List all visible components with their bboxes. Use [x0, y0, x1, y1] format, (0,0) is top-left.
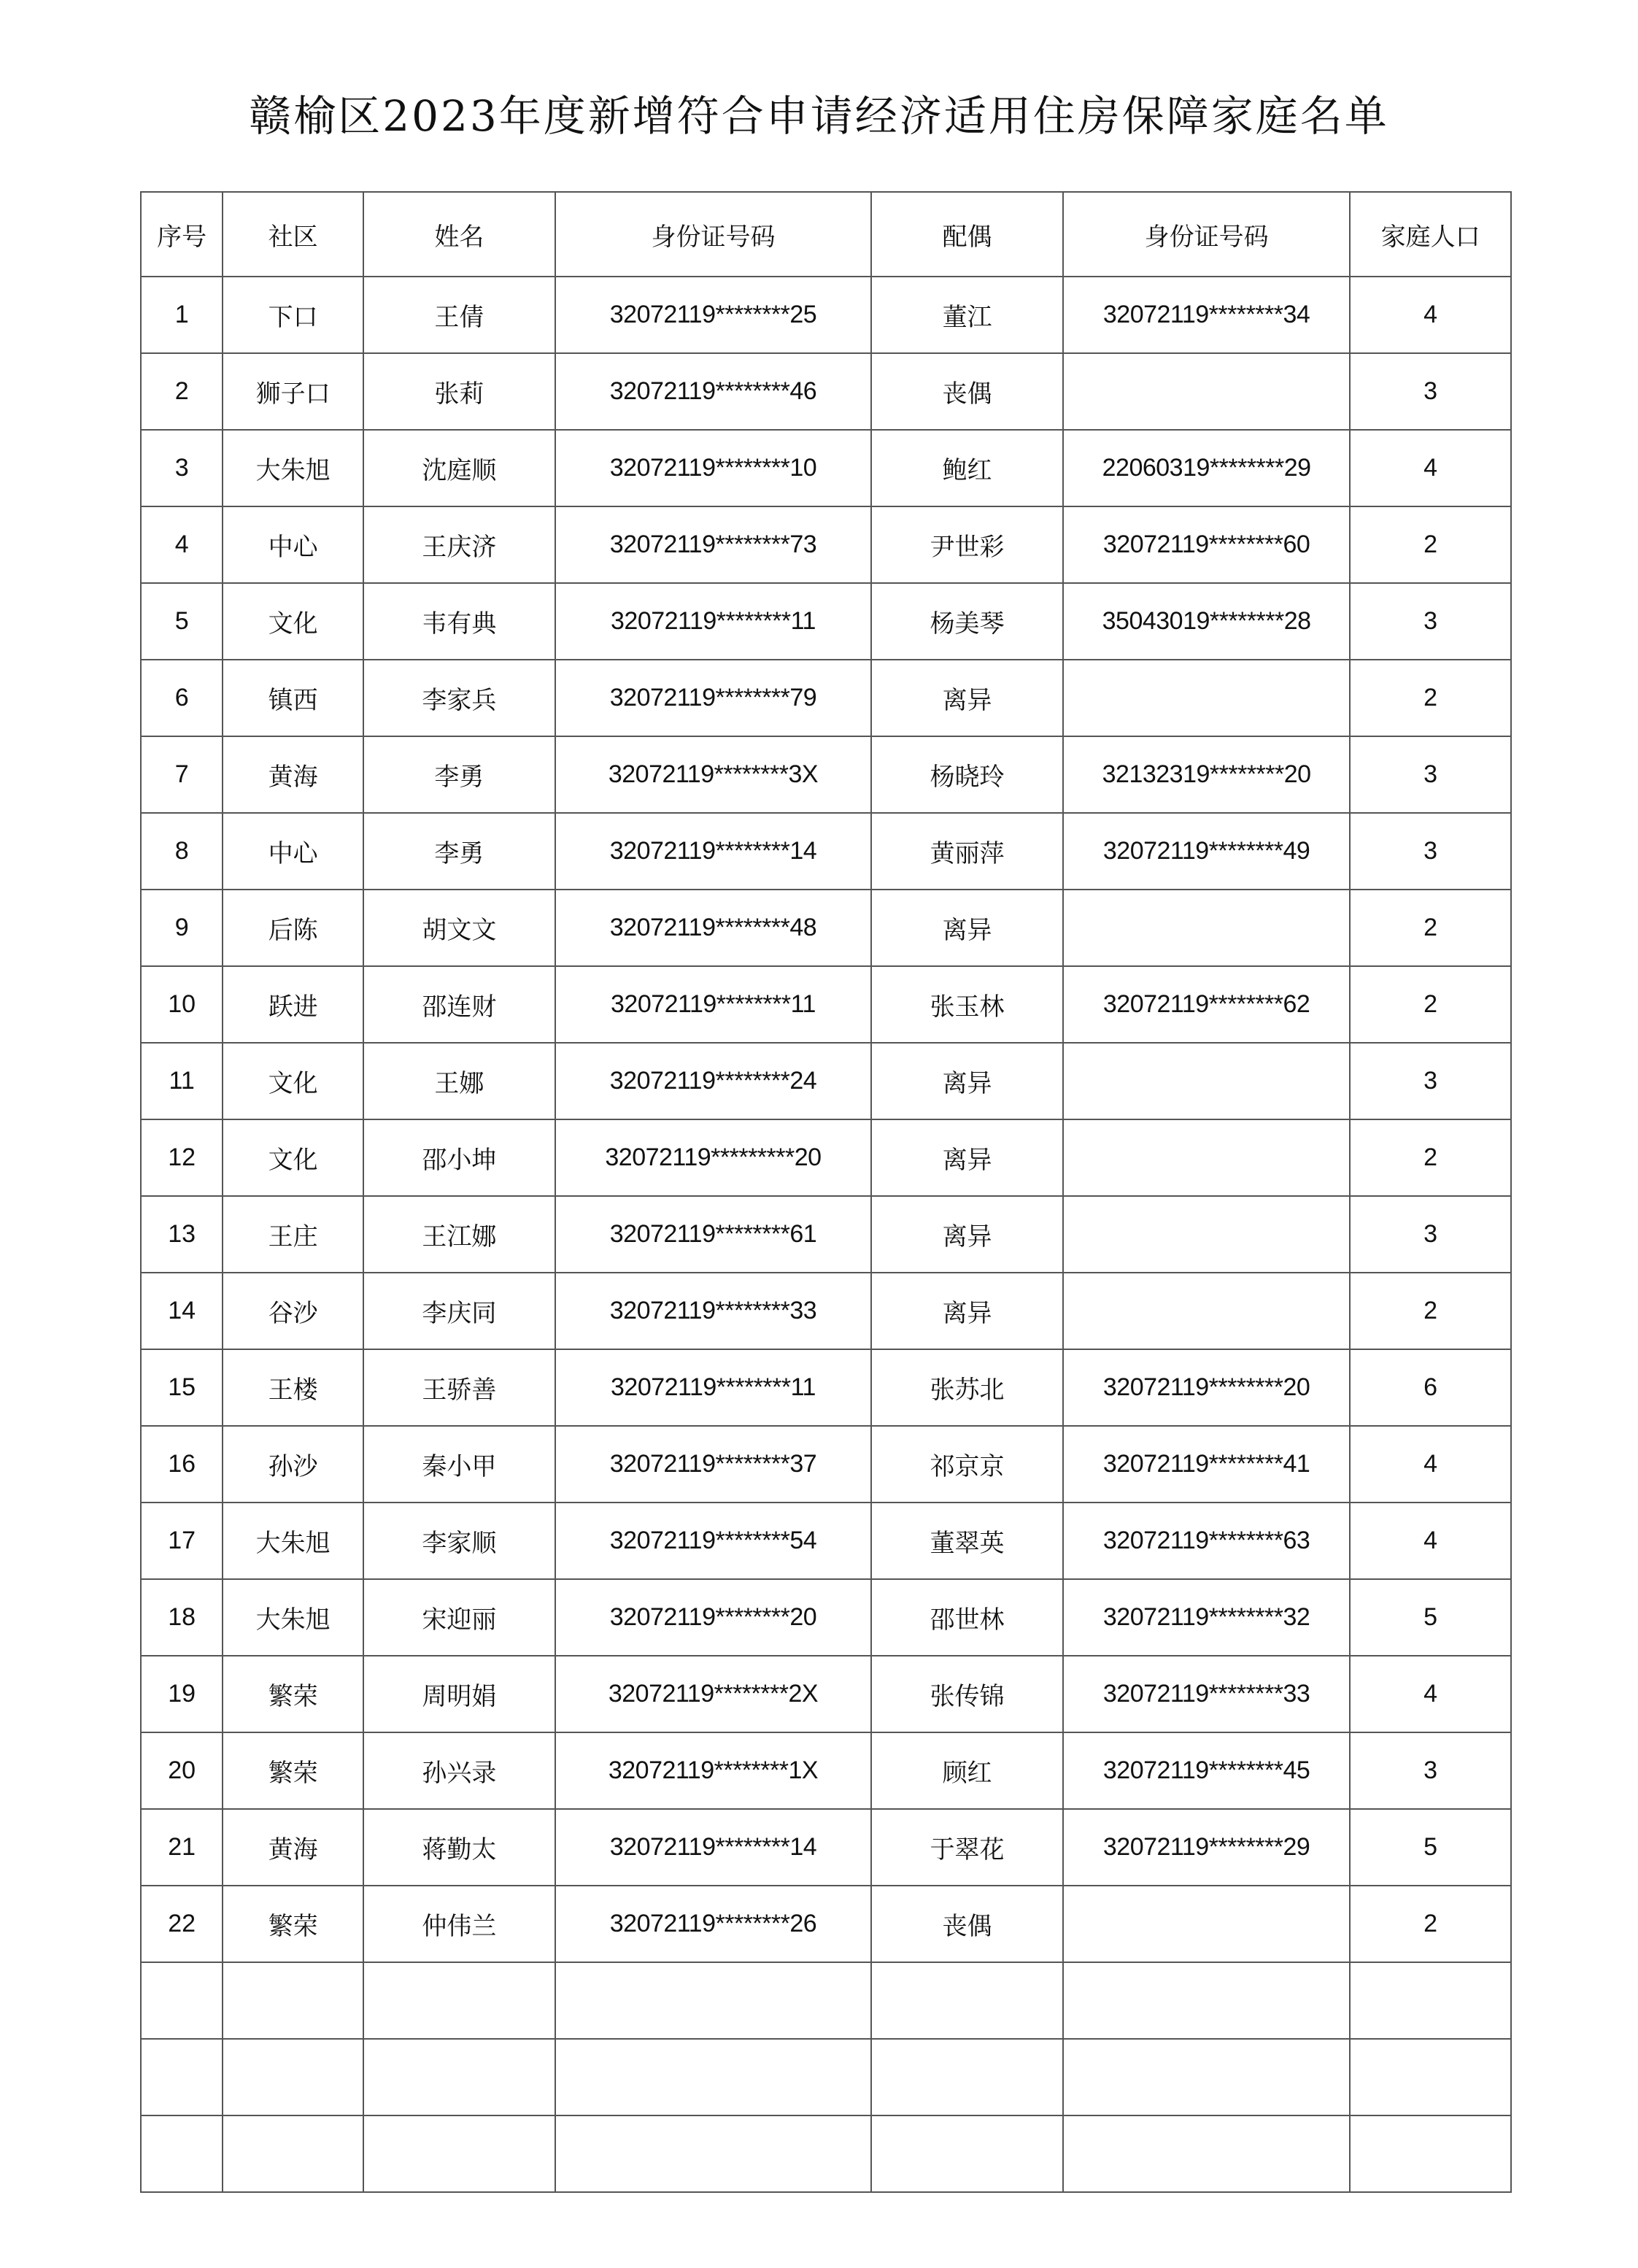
cell-serial-number: 6 [141, 660, 223, 736]
cell-household-size: 4 [1350, 430, 1511, 506]
empty-cell [555, 1962, 871, 2039]
cell-spouse-id-number: 32072119********49 [1063, 813, 1350, 890]
cell-spouse-id-number: 32072119********62 [1063, 966, 1350, 1043]
page-title: 赣榆区2023年度新增符合申请经济适用住房保障家庭名单 [249, 91, 1389, 141]
table-row [141, 1656, 1511, 1732]
cell-id-number: 32072119********54 [555, 1503, 871, 1579]
table-row [141, 1349, 1511, 1426]
empty-cell [223, 2115, 363, 2192]
cell-spouse-id-number [1063, 890, 1350, 966]
cell-household-size: 4 [1350, 277, 1511, 353]
empty-table-row [141, 2115, 1511, 2192]
cell-serial-number: 19 [141, 1656, 223, 1732]
cell-spouse: 张传锦 [871, 1656, 1063, 1732]
cell-spouse: 顾红 [871, 1732, 1063, 1809]
cell-household-size: 3 [1350, 583, 1511, 660]
cell-community: 狮子口 [223, 353, 363, 430]
table-row [141, 1579, 1511, 1656]
cell-name: 胡文文 [363, 890, 555, 966]
cell-spouse-id-number: 32072119********45 [1063, 1732, 1350, 1809]
cell-name: 王倩 [363, 277, 555, 353]
cell-serial-number: 9 [141, 890, 223, 966]
empty-cell [1350, 2115, 1511, 2192]
cell-id-number: 32072119********10 [555, 430, 871, 506]
cell-name: 邵小坤 [363, 1119, 555, 1196]
table-row [141, 1426, 1511, 1503]
cell-serial-number: 8 [141, 813, 223, 890]
cell-name: 王庆济 [363, 506, 555, 583]
cell-spouse: 黄丽萍 [871, 813, 1063, 890]
table-row [141, 1886, 1511, 1962]
table-row [141, 1273, 1511, 1349]
cell-household-size: 4 [1350, 1426, 1511, 1503]
cell-community: 黄海 [223, 736, 363, 813]
cell-serial-number: 5 [141, 583, 223, 660]
cell-spouse: 离异 [871, 890, 1063, 966]
cell-name: 王骄善 [363, 1349, 555, 1426]
cell-serial-number: 10 [141, 966, 223, 1043]
cell-id-number: 32072119********24 [555, 1043, 871, 1119]
cell-community: 后陈 [223, 890, 363, 966]
table-row [141, 506, 1511, 583]
cell-spouse-id-number [1063, 1043, 1350, 1119]
cell-spouse-id-number: 32132319********20 [1063, 736, 1350, 813]
table-row [141, 890, 1511, 966]
cell-household-size: 2 [1350, 890, 1511, 966]
empty-cell [141, 2039, 223, 2115]
cell-name: 李庆同 [363, 1273, 555, 1349]
cell-household-size: 3 [1350, 353, 1511, 430]
cell-spouse: 离异 [871, 660, 1063, 736]
cell-id-number: 32072119********11 [555, 1349, 871, 1426]
empty-cell [555, 2115, 871, 2192]
table-row [141, 353, 1511, 430]
cell-spouse: 丧偶 [871, 1886, 1063, 1962]
cell-spouse: 离异 [871, 1043, 1063, 1119]
cell-community: 王庄 [223, 1196, 363, 1273]
empty-cell [1063, 1962, 1350, 2039]
cell-spouse: 杨晓玲 [871, 736, 1063, 813]
cell-spouse-id-number: 32072119********29 [1063, 1809, 1350, 1886]
cell-community: 文化 [223, 583, 363, 660]
cell-spouse: 于翠花 [871, 1809, 1063, 1886]
table-row [141, 1043, 1511, 1119]
cell-serial-number: 21 [141, 1809, 223, 1886]
cell-serial-number: 22 [141, 1886, 223, 1962]
table-row [141, 430, 1511, 506]
empty-cell [141, 1962, 223, 2039]
cell-serial-number: 20 [141, 1732, 223, 1809]
table-row [141, 813, 1511, 890]
cell-name: 李家顺 [363, 1503, 555, 1579]
cell-name: 沈庭顺 [363, 430, 555, 506]
cell-household-size: 2 [1350, 966, 1511, 1043]
cell-id-number: 32072119********20 [555, 1579, 871, 1656]
cell-spouse-id-number [1063, 353, 1350, 430]
cell-name: 邵连财 [363, 966, 555, 1043]
cell-serial-number: 12 [141, 1119, 223, 1196]
table-body [141, 277, 1511, 2192]
cell-serial-number: 11 [141, 1043, 223, 1119]
empty-cell [1350, 2039, 1511, 2115]
cell-household-size: 2 [1350, 506, 1511, 583]
cell-spouse: 董江 [871, 277, 1063, 353]
cell-community: 大朱旭 [223, 1503, 363, 1579]
header-spouse-id-number: 身份证号码 [1063, 192, 1350, 277]
cell-spouse-id-number: 32072119********32 [1063, 1579, 1350, 1656]
cell-spouse: 张苏北 [871, 1349, 1063, 1426]
cell-household-size: 5 [1350, 1579, 1511, 1656]
empty-cell [555, 2039, 871, 2115]
cell-id-number: 32072119*********20 [555, 1119, 871, 1196]
cell-id-number: 32072119********14 [555, 813, 871, 890]
cell-id-number: 32072119********26 [555, 1886, 871, 1962]
cell-name: 李勇 [363, 813, 555, 890]
table-row [141, 1732, 1511, 1809]
cell-spouse: 离异 [871, 1119, 1063, 1196]
cell-community: 下口 [223, 277, 363, 353]
cell-household-size: 2 [1350, 660, 1511, 736]
cell-id-number: 32072119********33 [555, 1273, 871, 1349]
empty-table-row [141, 2039, 1511, 2115]
empty-cell [223, 2039, 363, 2115]
cell-spouse-id-number [1063, 1273, 1350, 1349]
cell-name: 孙兴录 [363, 1732, 555, 1809]
empty-cell [363, 2115, 555, 2192]
cell-community: 繁荣 [223, 1886, 363, 1962]
cell-spouse-id-number [1063, 1119, 1350, 1196]
cell-id-number: 32072119********73 [555, 506, 871, 583]
cell-community: 大朱旭 [223, 430, 363, 506]
empty-table-row [141, 1962, 1511, 2039]
cell-household-size: 3 [1350, 813, 1511, 890]
empty-cell [141, 2115, 223, 2192]
cell-id-number: 32072119********37 [555, 1426, 871, 1503]
cell-id-number: 32072119********3X [555, 736, 871, 813]
cell-household-size: 5 [1350, 1809, 1511, 1886]
cell-id-number: 32072119********11 [555, 966, 871, 1043]
cell-spouse: 邵世林 [871, 1579, 1063, 1656]
cell-id-number: 32072119********14 [555, 1809, 871, 1886]
cell-community: 黄海 [223, 1809, 363, 1886]
cell-household-size: 4 [1350, 1503, 1511, 1579]
cell-name: 周明娟 [363, 1656, 555, 1732]
cell-spouse: 鲍红 [871, 430, 1063, 506]
cell-community: 王楼 [223, 1349, 363, 1426]
cell-spouse: 祁京京 [871, 1426, 1063, 1503]
empty-cell [1063, 2039, 1350, 2115]
cell-spouse-id-number: 32072119********63 [1063, 1503, 1350, 1579]
table-row [141, 660, 1511, 736]
cell-spouse: 离异 [871, 1273, 1063, 1349]
cell-spouse-id-number: 32072119********60 [1063, 506, 1350, 583]
table-row [141, 583, 1511, 660]
cell-id-number: 32072119********46 [555, 353, 871, 430]
cell-community: 跃进 [223, 966, 363, 1043]
cell-id-number: 32072119********11 [555, 583, 871, 660]
cell-household-size: 2 [1350, 1119, 1511, 1196]
cell-serial-number: 3 [141, 430, 223, 506]
table-row [141, 277, 1511, 353]
cell-spouse-id-number [1063, 1886, 1350, 1962]
cell-serial-number: 1 [141, 277, 223, 353]
cell-spouse: 离异 [871, 1196, 1063, 1273]
empty-cell [223, 1962, 363, 2039]
cell-serial-number: 17 [141, 1503, 223, 1579]
cell-community: 谷沙 [223, 1273, 363, 1349]
cell-community: 大朱旭 [223, 1579, 363, 1656]
cell-name: 张莉 [363, 353, 555, 430]
cell-community: 文化 [223, 1119, 363, 1196]
header-household-size: 家庭人口 [1350, 192, 1511, 277]
cell-id-number: 32072119********48 [555, 890, 871, 966]
cell-community: 孙沙 [223, 1426, 363, 1503]
cell-serial-number: 13 [141, 1196, 223, 1273]
cell-household-size: 3 [1350, 1732, 1511, 1809]
cell-community: 中心 [223, 506, 363, 583]
cell-household-size: 6 [1350, 1349, 1511, 1426]
household-list-table [140, 191, 1512, 2193]
cell-household-size: 2 [1350, 1886, 1511, 1962]
empty-cell [871, 1962, 1063, 2039]
empty-cell [363, 2039, 555, 2115]
header-serial-number: 序号 [141, 192, 223, 277]
header-id-number: 身份证号码 [555, 192, 871, 277]
cell-id-number: 32072119********61 [555, 1196, 871, 1273]
cell-name: 蒋勤太 [363, 1809, 555, 1886]
table-row [141, 1809, 1511, 1886]
empty-cell [871, 2115, 1063, 2192]
header-spouse: 配偶 [871, 192, 1063, 277]
table-row [141, 1503, 1511, 1579]
cell-household-size: 3 [1350, 1043, 1511, 1119]
table-row [141, 1196, 1511, 1273]
empty-cell [1350, 1962, 1511, 2039]
cell-name: 李勇 [363, 736, 555, 813]
cell-serial-number: 15 [141, 1349, 223, 1426]
cell-name: 王江娜 [363, 1196, 555, 1273]
cell-community: 繁荣 [223, 1656, 363, 1732]
cell-community: 镇西 [223, 660, 363, 736]
cell-household-size: 4 [1350, 1656, 1511, 1732]
cell-community: 文化 [223, 1043, 363, 1119]
cell-id-number: 32072119********79 [555, 660, 871, 736]
cell-serial-number: 4 [141, 506, 223, 583]
cell-name: 秦小甲 [363, 1426, 555, 1503]
table-row [141, 966, 1511, 1043]
cell-spouse: 丧偶 [871, 353, 1063, 430]
header-community: 社区 [223, 192, 363, 277]
cell-id-number: 32072119********1X [555, 1732, 871, 1809]
empty-cell [871, 2039, 1063, 2115]
cell-id-number: 32072119********2X [555, 1656, 871, 1732]
cell-spouse-id-number: 22060319********29 [1063, 430, 1350, 506]
cell-name: 宋迎丽 [363, 1579, 555, 1656]
cell-name: 仲伟兰 [363, 1886, 555, 1962]
cell-serial-number: 14 [141, 1273, 223, 1349]
cell-serial-number: 16 [141, 1426, 223, 1503]
cell-serial-number: 2 [141, 353, 223, 430]
cell-serial-number: 18 [141, 1579, 223, 1656]
empty-cell [1063, 2115, 1350, 2192]
cell-spouse-id-number: 35043019********28 [1063, 583, 1350, 660]
cell-name: 韦有典 [363, 583, 555, 660]
cell-spouse-id-number: 32072119********20 [1063, 1349, 1350, 1426]
cell-community: 中心 [223, 813, 363, 890]
table-row [141, 736, 1511, 813]
cell-spouse-id-number: 32072119********34 [1063, 277, 1350, 353]
cell-community: 繁荣 [223, 1732, 363, 1809]
cell-spouse: 张玉林 [871, 966, 1063, 1043]
cell-household-size: 3 [1350, 736, 1511, 813]
cell-name: 王娜 [363, 1043, 555, 1119]
table-row [141, 1119, 1511, 1196]
cell-spouse: 尹世彩 [871, 506, 1063, 583]
cell-name: 李家兵 [363, 660, 555, 736]
cell-household-size: 3 [1350, 1196, 1511, 1273]
cell-serial-number: 7 [141, 736, 223, 813]
cell-spouse-id-number: 32072119********33 [1063, 1656, 1350, 1732]
cell-spouse-id-number: 32072119********41 [1063, 1426, 1350, 1503]
cell-spouse: 杨美琴 [871, 583, 1063, 660]
empty-cell [363, 1962, 555, 2039]
cell-spouse-id-number [1063, 1196, 1350, 1273]
cell-spouse-id-number [1063, 660, 1350, 736]
cell-household-size: 2 [1350, 1273, 1511, 1349]
cell-spouse: 董翠英 [871, 1503, 1063, 1579]
cell-id-number: 32072119********25 [555, 277, 871, 353]
table-header-row [141, 192, 1511, 277]
header-name: 姓名 [363, 192, 555, 277]
